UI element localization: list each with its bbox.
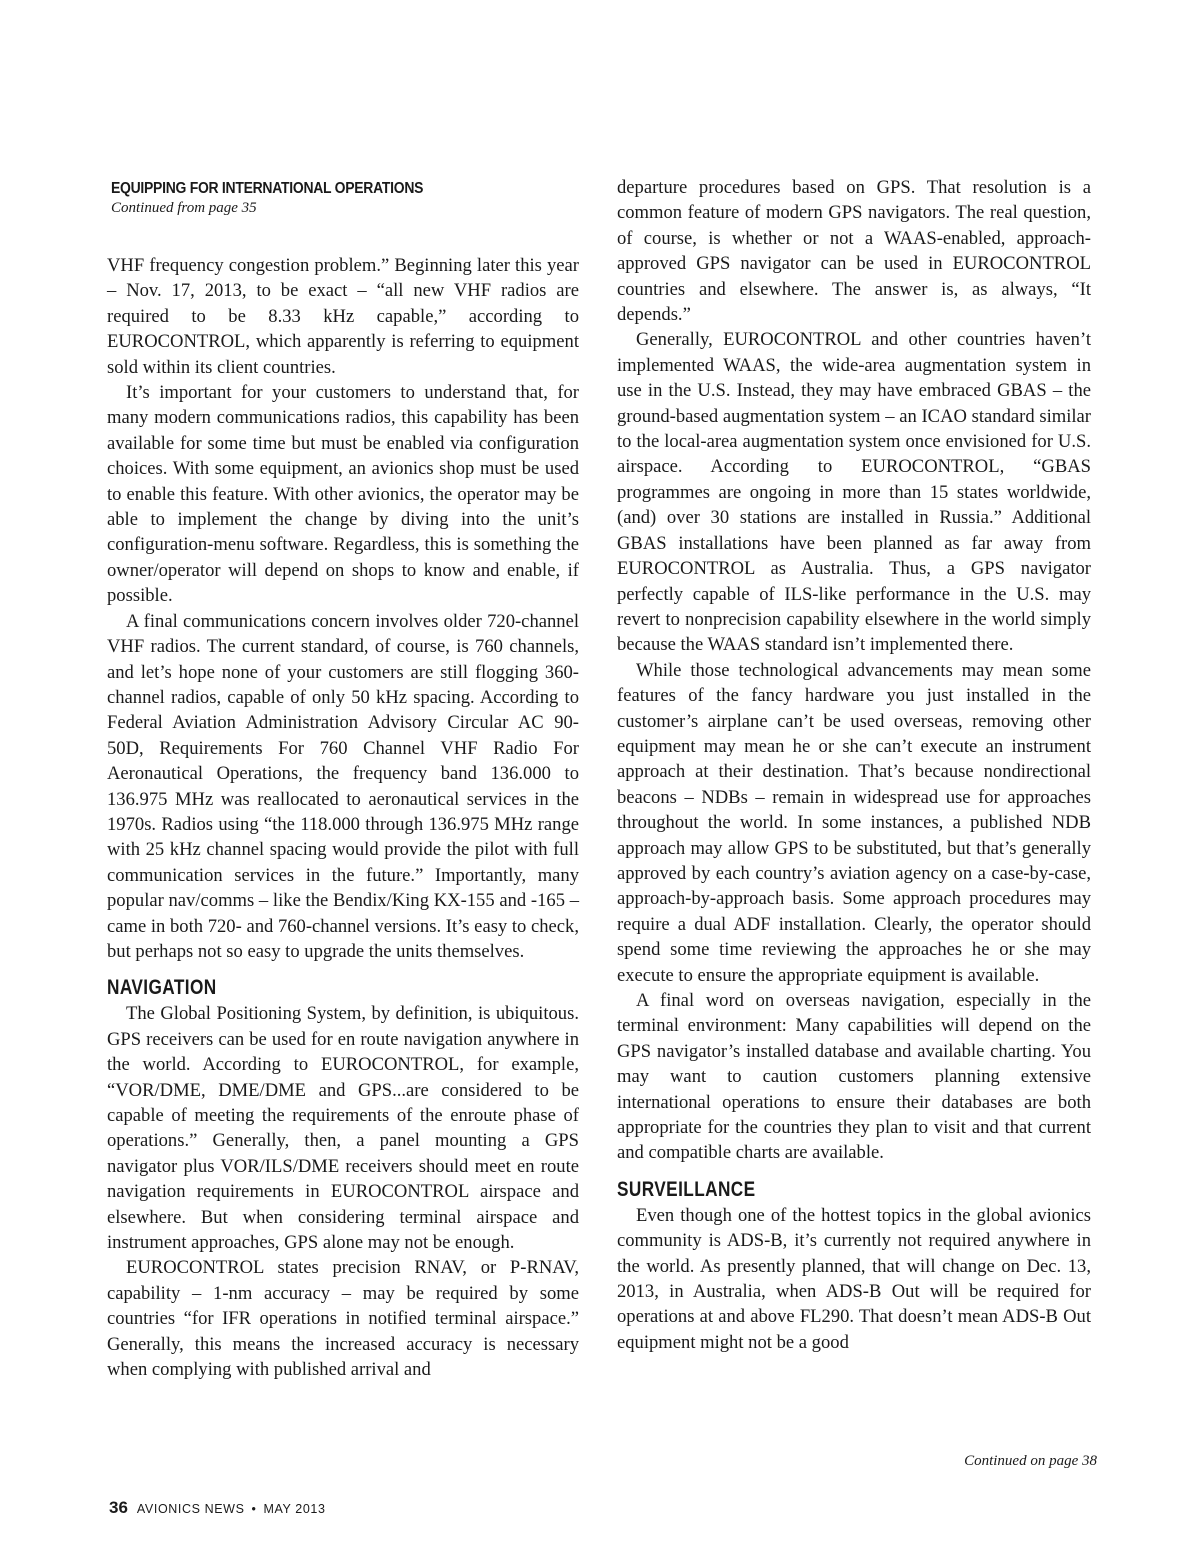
paragraph: Even though one of the hottest topics in the global avionics community is ADS-B, it’s currently not required anywhere in the world. As presently planned, that will change on Dec. 13, 2013, in Australia, when ADS-B Out will be required for operations at and above FL290. That doesn’t mean ADS-B Out equipment might not be a good: [617, 1204, 1091, 1353]
paragraph: A final word on overseas navigation, especially in the terminal environment: Many capabilities will depend on the GPS navigator’s installed database and available charting. You may want to caution customers planning extensive international operations to ensure their databases are both appropriate for the countries they plan to visit and that current and compatible charts are available.: [617, 990, 1091, 1164]
paragraph: departure procedures based on GPS. That resolution is a common feature of modern GPS navigators. The real question, of course, is whether or not a WAAS-enabled, approach-approved GPS navigator can be used in EUROCONTROL countries and elsewhere. The answer is, as always, “It depends.”: [617, 177, 1091, 326]
right-column: [617, 175, 1091, 1355]
continued-from-note: Continued from page 35: [111, 200, 257, 216]
page-number: 36: [109, 1498, 128, 1517]
section-title: EQUIPPING FOR INTERNATIONAL OPERATIONS: [111, 180, 424, 197]
page-footer: [109, 1498, 326, 1518]
publication-name: AVIONICS NEWS: [136, 1502, 245, 1516]
footer-separator: •: [251, 1502, 257, 1516]
paragraph: EUROCONTROL states precision RNAV, or P-RNAV, capability – 1-nm accuracy – may be required by some countries “for IFR operations in notified terminal airspace.” Generally, this means the increased accuracy is necessary when complying with published arrival and: [107, 1257, 579, 1381]
continued-on-note: Continued on page 38: [964, 1453, 1097, 1469]
paragraph: The Global Positioning System, by definition, is ubiquitous. GPS receivers can be used for en route navigation anywhere in the world. According to EUROCONTROL, for example, “VOR/DME, DME/DME and GPS...are considered to be capable of meeting the requirements of the enroute phase of operations.” Generally, then, a panel mounting a GPS navigator plus VOR/ILS/DME receivers should meet en route navigation requirements in EUROCONTROL airspace and elsewhere. But when considering terminal airspace and instrument approaches, GPS alone may not be enough.: [107, 1003, 579, 1254]
paragraph: VHF frequency congestion problem.” Beginning later this year – Nov. 17, 2013, to be exact – “all new VHF radios are required to be 8.33 kHz capable,” according to EUROCONTROL, which apparently is referring to equipment sold within its client countries.: [107, 255, 579, 378]
navigation-heading: NAVIGATION: [107, 976, 217, 1000]
paragraph: It’s important for your customers to understand that, for many modern communications radios, this capability has been available for some time but must be enabled via configuration choices. With some equipment, an avionics shop must be used to enable this feature. With other avionics, the operator may be able to implement the change by diving into the unit’s configuration-menu software. Regardless, this is something the owner/operator will depend on shops to know and enable, if possible.: [107, 382, 579, 607]
paragraph: A final communications concern involves older 720-channel VHF radios. The current standard, of course, is 760 channels, and let’s hope none of your customers are still flogging 360-channel radios, capable of only 50 kHz spacing. According to Federal Aviation Administration Advisory Circular AC 90-50D, Requirements For 760 Channel VHF Radio For Aeronautical Operations, the frequency band 136.000 to 136.975 MHz was reallocated to aeronautical services in the 1970s. Radios using “the 118.000 through 136.975 MHz range with 25 kHz channel spacing would provide the pilot with full communication services in the future.” Importantly, many popular nav/comms – like the Bendix/King KX-155 and -165 – came in both 720- and 760-channel versions. It’s easy to check, but perhaps not so easy to upgrade the units themselves.: [107, 610, 579, 962]
paragraph: Generally, EUROCONTROL and other countries haven’t implemented WAAS, the wide-area augmentation system in use in the U.S. Instead, they may have embraced GBAS – the ground-based augmentation system – an ICAO standard similar to the local-area augmentation system once envisioned for U.S. airspace. According to EUROCONTROL, “GBAS programmes are ongoing in more than 15 states worldwide, (and) over 30 stations are installed in Russia.” Additional GBAS installations have been planned as far away from EUROCONTROL as Australia. Thus, a GPS navigator perfectly capable of ILS-like performance in the U.S. may revert to nonprecision capability elsewhere in the world simply because the WAAS standard isn’t implemented there.: [617, 329, 1091, 656]
left-column: [107, 253, 579, 1382]
article-header: [111, 180, 581, 218]
issue-date: MAY 2013: [263, 1502, 326, 1516]
surveillance-heading: SURVEILLANCE: [617, 1177, 756, 1201]
paragraph: While those technological advancements may mean some features of the fancy hardware you just installed in the customer’s airplane can’t be used overseas, removing other equipment may mean he or she can’t execute an instrument approach at their destination. That’s because nondirectional beacons – NDBs – remain in widespread use for approaches throughout the world. In some instances, a published NDB approach may allow GPS to be substituted, but that’s generally approved by each country’s aviation agency on a case-by-case, approach-by-approach basis. Some approach procedures may require a dual ADF installation. Clearly, the operator should spend some time reviewing the approaches he or she may execute to ensure the appropriate equipment is available.: [617, 659, 1091, 986]
